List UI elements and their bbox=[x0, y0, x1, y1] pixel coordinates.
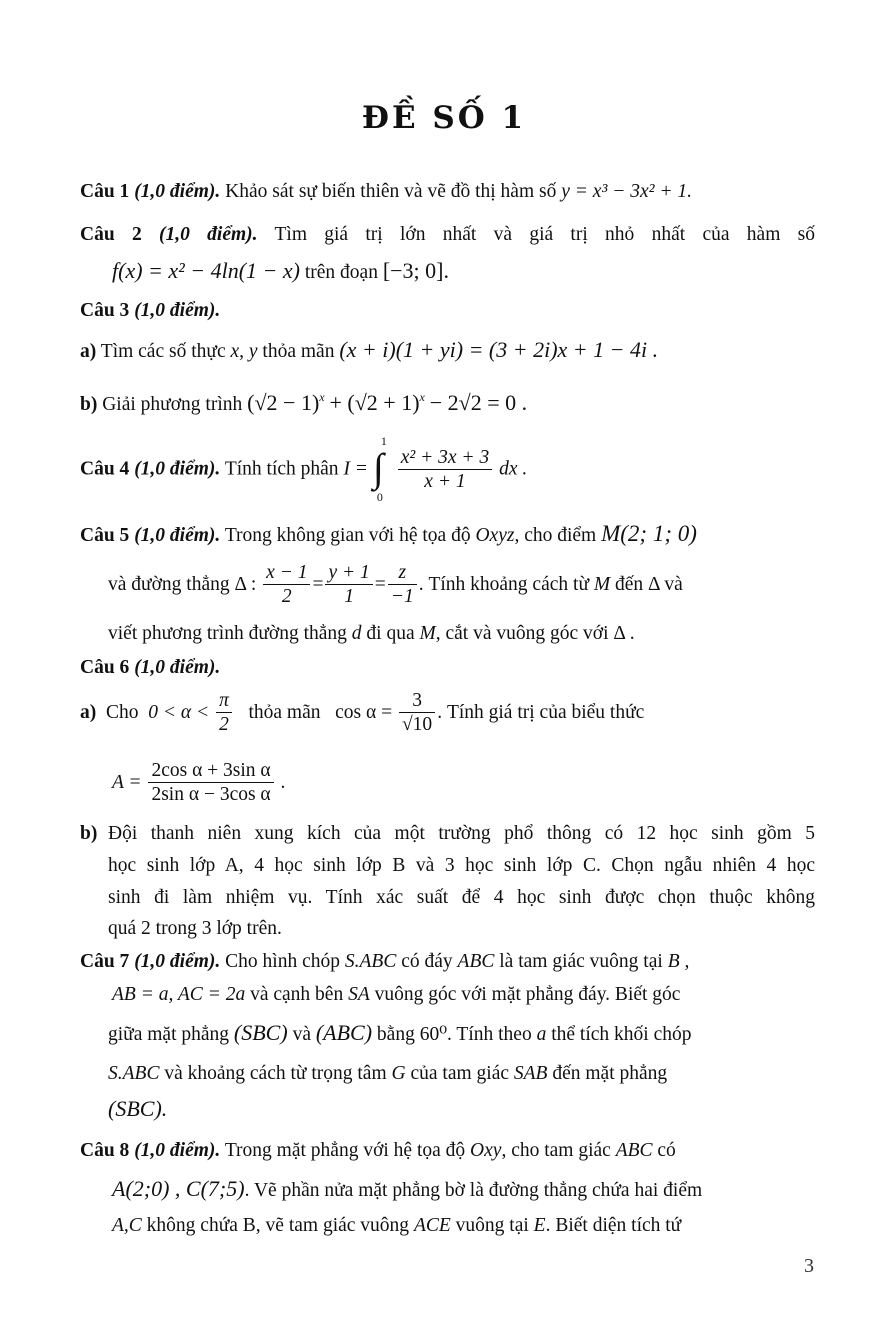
question-2-formula: f(x) = x² − 4ln(1 − x) trên đoạn [−3; 0]. bbox=[112, 258, 449, 283]
question-5-line-2: và đường thẳng Δ : $\frac{x - 1}{2}$ = $\frac{y + 1}{1}$ = $\frac{z}{-1}$ . Tính khoảng cách từ M đến Δ và bbox=[108, 562, 683, 608]
integral-fraction: $\frac{\text{x² + 3x + 3}}{x + 1}$ bbox=[398, 447, 492, 494]
question-4: Câu 4 (1,0 điểm). Tính tích phân I = ∫ 1 0 $\frac{\text{x² + 3x + 3}}{x + 1}$ dx . bbox=[80, 434, 528, 504]
question-3-header: Câu 3 (1,0 điểm). bbox=[80, 300, 221, 321]
question-6b-line-1: Đội thanh niên xung kích của một trường phổ thông có 12 học sinh gồm 5 bbox=[108, 823, 815, 844]
integral-sign: ∫ 1 0 bbox=[372, 434, 387, 504]
question-7-line-4: S.ABC và khoảng cách từ trọng tâm G của tam giác SAB đến mặt phẳng bbox=[108, 1063, 668, 1084]
question-6a: a) Cho 0 < α < $\frac{\pi}{2}$ thỏa mãn cos α = $\frac{3}{√10}$ . Tính giá trị của biểu thức bbox=[80, 690, 645, 736]
question-5-line-3: viết phương trình đường thẳng d đi qua M, cắt và vuông góc với Δ . bbox=[108, 623, 635, 644]
question-7-line-3: giữa mặt phẳng (SBC) và (ABC) bằng 60⁰. Tính theo a thể tích khối chóp bbox=[108, 1020, 692, 1045]
question-8-line-2: A(2;0) , C(7;5). Vẽ phần nửa mặt phẳng bờ là đường thẳng chứa hai điểm bbox=[112, 1176, 703, 1201]
question-3b: b) Giải phương trình $(√2 - 1)^x + (√2 + 1)^x - 2√2 = 0$ . bbox=[80, 390, 528, 415]
question-7-line-5: (SBC). bbox=[108, 1096, 168, 1121]
page-number: 3 bbox=[804, 1255, 814, 1277]
question-6-header: Câu 6 (1,0 điểm). bbox=[80, 657, 221, 678]
question-8-line-1: Câu 8 (1,0 điểm). Trong mặt phẳng với hệ tọa độ Oxy, cho tam giác ABC có bbox=[80, 1140, 676, 1161]
page-title: ĐỀ SỐ 1 bbox=[361, 100, 527, 136]
question-2: Câu 2 (1,0 điểm). Tìm giá trị lớn nhất và giá trị nhỏ nhất của hàm số bbox=[80, 224, 815, 245]
question-8-line-3: A,C không chứa B, vẽ tam giác vuông ACE vuông tại E. Biết diện tích tứ bbox=[112, 1215, 682, 1236]
question-3a: a) Tìm các số thực x, y thỏa mãn (x + i)(1 + yi) = (3 + 2i)x + 1 − 4i . bbox=[80, 337, 659, 362]
question-6b-line-2: học sinh lớp A, 4 học sinh lớp B và 3 học sinh lớp C. Chọn ngẫu nhiên 4 học bbox=[108, 855, 815, 876]
question-7-line-2: AB = a, AC = 2a và cạnh bên SA vuông góc với mặt phẳng đáy. Biết góc bbox=[112, 984, 681, 1005]
question-6b-line-4: quá 2 trong 3 lớp trên. bbox=[108, 918, 282, 939]
question-6b-label: b) bbox=[80, 823, 98, 844]
question-6a-expression: A = $\frac{\text{2cos α + 3sin α}}{\text{2sin α − 3cos α}}$ . bbox=[112, 760, 286, 806]
question-1: Câu 1 (1,0 điểm). Khảo sát sự biến thiên và vẽ đồ thị hàm số y = x³ − 3x² + 1. bbox=[80, 181, 692, 202]
question-5-line-1: Câu 5 (1,0 điểm). Trong không gian với hệ tọa độ Oxyz, cho điểm M(2; 1; 0) bbox=[80, 521, 697, 546]
question-7-line-1: Câu 7 (1,0 điểm). Cho hình chóp S.ABC có đáy ABC là tam giác vuông tại B , bbox=[80, 951, 690, 972]
question-6b-line-3: sinh đi làm nhiệm vụ. Tính xác suất để 4 học sinh được chọn thuộc không bbox=[108, 887, 815, 908]
